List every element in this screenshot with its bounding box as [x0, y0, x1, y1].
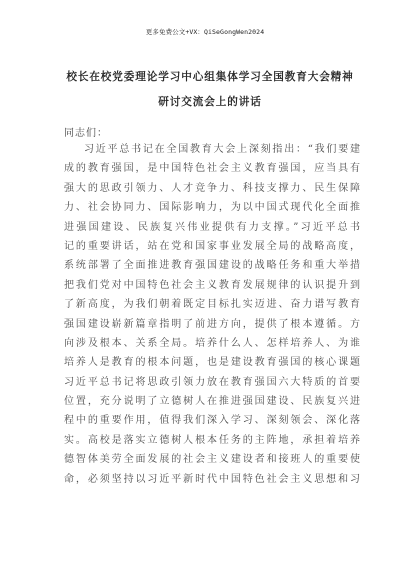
- body-line: 培养人是教育的根本问题，也是建设教育强国的核心课题: [64, 357, 360, 369]
- body-line: 命，必须坚持以习近平新时代中国特色社会主义思想和习: [64, 473, 360, 485]
- body-line: 位置，充分说明了立德树人在推进强国建设、民族复兴进: [64, 396, 360, 408]
- body-line: 成的教育强国，是中国特色社会主义教育强国，应当具有: [64, 163, 360, 175]
- body-line: 了新高度，为我们朝着既定目标扎实迈进、奋力谱写教育: [64, 299, 360, 311]
- body-line: 记的重要讲话，站在党和国家事业发展全局的战略高度，: [64, 240, 360, 252]
- body-line: 德智体美劳全面发展的社会主义建设者和接班人的重要使: [64, 454, 360, 466]
- document-title-line-2: 研讨交流会上的讲话: [158, 96, 262, 108]
- body-line: 强大的思政引领力、人才竞争力、科技支撑力、民生保障: [64, 182, 360, 194]
- body-line: 习近平总书记将思政引领力放在教育强国六大特质的首要: [64, 376, 360, 388]
- body-line: 程中的重要作用，值得我们深入学习、深刻领会、深化落: [64, 415, 360, 427]
- document-title-line-1: 校长在校党委理论学习中心组集体学习全国教育大会精神: [66, 71, 354, 83]
- body-line: 把我们党对中国特色社会主义教育发展规律的认识提升到: [64, 279, 360, 291]
- body-line: 向涉及根本、关系全局。培养什么人、怎样培养人、为谁: [64, 337, 360, 349]
- body-line: 实。高校是落实立德树人根本任务的主阵地，承担着培养: [64, 434, 360, 446]
- body-line: 力、社会协同力、国际影响力，为以中国式现代化全面推: [64, 202, 360, 214]
- body-line: 强国建设崭新篇章指明了前进方向，提供了根本遵循。方: [64, 318, 360, 330]
- body-line: 系统部署了全面推进教育强国建设的战略任务和重大举措: [64, 260, 360, 272]
- body-line: 进强国建设、民族复兴伟业提供有力支撑。”习近平总书: [64, 221, 360, 233]
- header-note: 更多免费公文+VX：QiSeGongWen2024: [145, 28, 265, 36]
- document-body: [64, 140, 360, 489]
- salutation: 同志们：: [64, 128, 108, 139]
- body-line: 习近平总书记在全国教育大会上深刻指出：“我们要建: [84, 144, 360, 155]
